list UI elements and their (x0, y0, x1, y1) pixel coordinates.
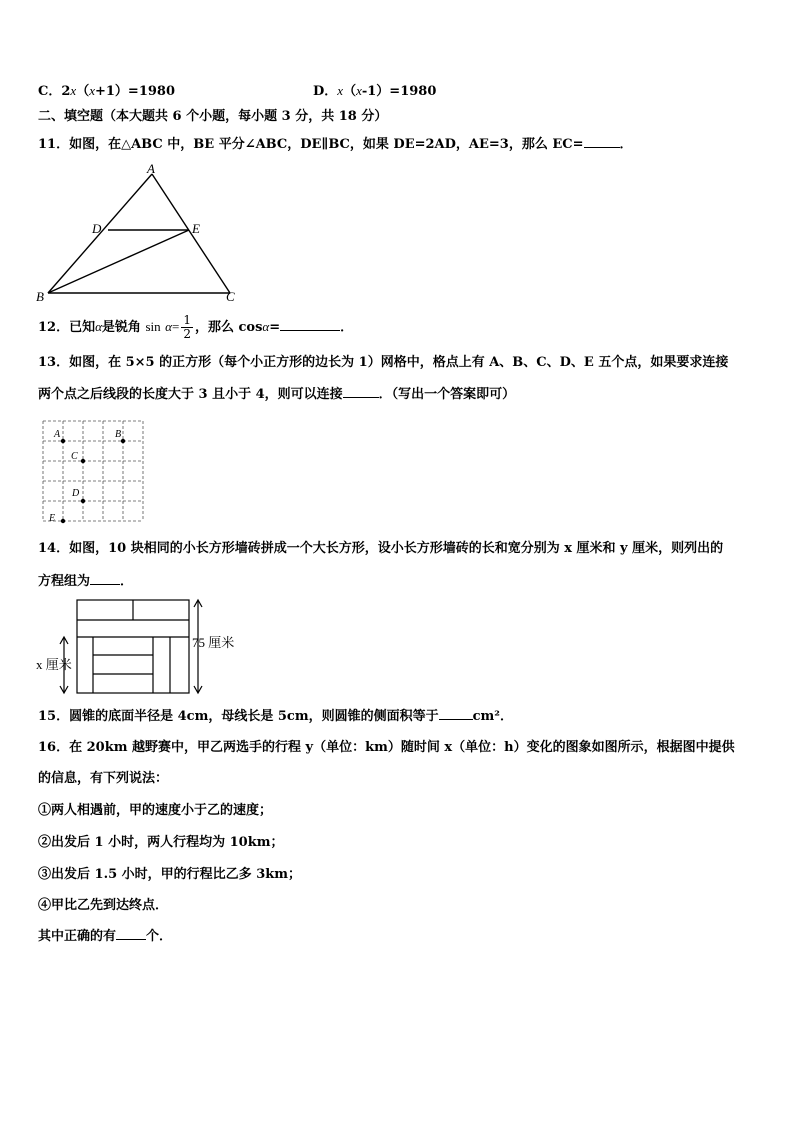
q12-text: 12．已知α是锐角 sin α= $\frac{1}{2}$ ，那么 cosα= ． (38, 313, 354, 341)
grid-label-a: A (54, 429, 61, 440)
q16-final: 其中正确的有 个． (38, 929, 173, 944)
height-label: 75 厘米 (192, 635, 235, 650)
label-c: C (226, 289, 235, 304)
point-b (121, 439, 125, 443)
label-d: D (92, 221, 102, 236)
q10-options (38, 82, 175, 101)
q16-statement-1: ①两人相遇前，甲的速度小于乙的速度； (38, 803, 273, 818)
label-b: B (36, 289, 44, 304)
q15-text: 15．圆锥的底面半径是 4cm，母线长是 5cm，则圆锥的侧面积等于 cm²． (38, 709, 513, 724)
q16-line2: 的信息，有下列说法： (38, 771, 169, 786)
section-heading: 二、填空题（本大题共 6 个小题，每小题 3 分，共 18 分） (38, 109, 388, 124)
q14-bricks-figure (34, 597, 244, 697)
grid-label-d: D (72, 488, 80, 499)
option-c: C．2x（x+1）=1980 (38, 83, 175, 99)
point-a (61, 439, 65, 443)
q13-line2: 两个点之后线段的长度大于 3 且小于 4，则可以连接 ．（写出一个答案即可） (38, 387, 516, 402)
q16-statement-3: ③出发后 1.5 小时，甲的行程比乙多 3km； (38, 867, 302, 882)
q16-statement-2: ②出发后 1 小时，两人行程均为 10km； (38, 835, 284, 850)
q13-grid-figure (40, 418, 146, 524)
fraction-one-half: $\frac{1}{2}$ (183, 313, 191, 341)
q16-statement-4: ④甲比乙先到达终点． (38, 898, 169, 913)
label-e: E (192, 221, 200, 236)
q12-answer-blank (280, 318, 340, 331)
grid-label-c: C (71, 451, 78, 462)
grid-label-e: E (49, 513, 56, 524)
option-d: D．x（x-1）=1980 (313, 83, 437, 99)
x-label: x 厘米 (36, 657, 72, 672)
q13-answer-blank (343, 385, 379, 398)
q14-line2: 方程组为 ． (38, 574, 134, 589)
q11-triangle-figure (34, 160, 244, 305)
q11-answer-blank (584, 135, 620, 148)
q13-line1: 13．如图，在 5×5 的正方形（每个小正方形的边长为 1）网格中，格点上有 A、B、C、D、E 五个点，如果要求连接 (38, 355, 729, 370)
grid-label-b: B (115, 429, 122, 440)
point-e (61, 519, 65, 523)
segment-be (48, 230, 189, 293)
q11-text: 11．如图，在△ABC 中，BE 平分∠ABC，DE∥BC，如果 DE=2AD，AE=3，那么 EC= ． (38, 137, 633, 152)
point-c (81, 459, 85, 463)
q16-line1: 16．在 20km 越野赛中，甲乙两选手的行程 y（单位：km）随时间 x（单位：h）变化的图象如图所示，根据图中提供 (38, 740, 735, 755)
label-a: A (147, 161, 155, 176)
q14-line1: 14．如图，10 块相同的小长方形墙砖拼成一个大长方形，设小长方形墙砖的长和宽分别为 x 厘米和 y 厘米，则列出的 (38, 541, 724, 556)
q14-answer-blank (90, 572, 120, 585)
q15-answer-blank (439, 707, 473, 720)
q16-answer-blank (116, 927, 146, 940)
point-d (81, 499, 85, 503)
side-ac (152, 174, 230, 293)
